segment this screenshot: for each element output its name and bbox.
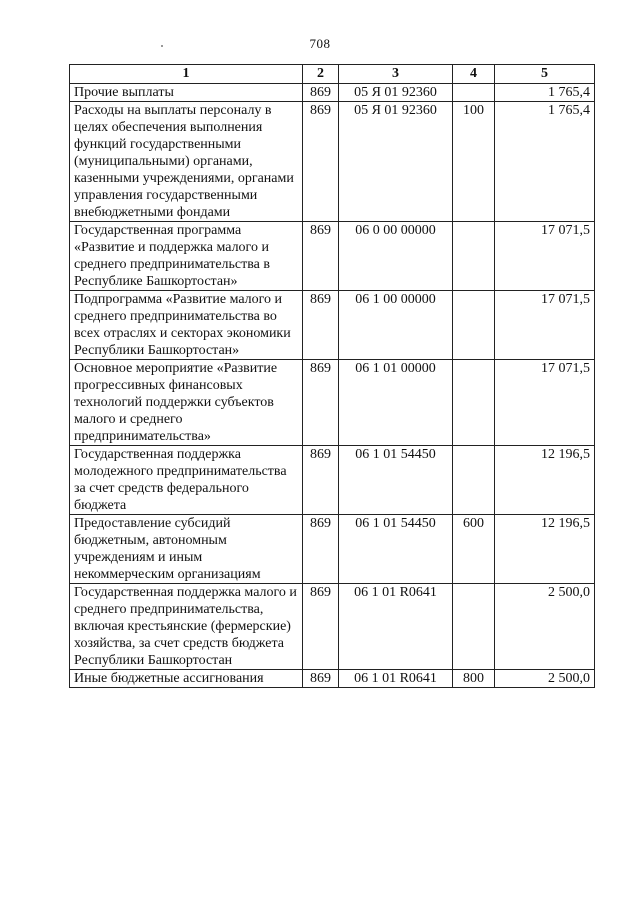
row-code: 869 bbox=[303, 446, 339, 515]
row-code: 869 bbox=[303, 222, 339, 291]
row-name: Государственная поддержка молодежного предпринимательства за счет средств федерального бюджета bbox=[70, 446, 303, 515]
row-amount: 2 500,0 bbox=[495, 584, 595, 670]
row-name: Расходы на выплаты персоналу в целях обеспечения выполнения функций государственными (муниципальными) органами, казенными учреждениями, органами управления государственными внебюджетными фондами bbox=[70, 102, 303, 222]
row-target: 06 1 01 54450 bbox=[339, 446, 453, 515]
row-code: 869 bbox=[303, 360, 339, 446]
row-code: 869 bbox=[303, 102, 339, 222]
row-target: 06 1 01 00000 bbox=[339, 360, 453, 446]
row-name: Государственная поддержка малого и среднего предпринимательства, включая крестьянские (фермерские) хозяйства, за счет средств бюджета Республики Башкортостан bbox=[70, 584, 303, 670]
row-target: 06 1 00 00000 bbox=[339, 291, 453, 360]
page-number: 708 bbox=[309, 36, 331, 51]
row-code: 869 bbox=[303, 584, 339, 670]
row-type bbox=[453, 222, 495, 291]
row-name: Предоставление субсидий бюджетным, автономным учреждениям и иным некоммерческим организациям bbox=[70, 515, 303, 584]
table-row bbox=[70, 670, 595, 688]
row-type bbox=[453, 291, 495, 360]
header-col-2: 2 bbox=[303, 65, 339, 84]
row-name: Прочие выплаты bbox=[70, 84, 303, 102]
row-name: Иные бюджетные ассигнования bbox=[70, 670, 303, 688]
header-col-1: 1 bbox=[70, 65, 303, 84]
row-amount: 12 196,5 bbox=[495, 446, 595, 515]
row-target: 06 1 01 54450 bbox=[339, 515, 453, 584]
table-row bbox=[70, 584, 595, 670]
table-row bbox=[70, 102, 595, 222]
row-name: Основное мероприятие «Развитие прогрессивных финансовых технологий поддержки субъектов малого и среднего предпринимательства» bbox=[70, 360, 303, 446]
row-type: 600 bbox=[453, 515, 495, 584]
row-target: 06 0 00 00000 bbox=[339, 222, 453, 291]
row-amount: 17 071,5 bbox=[495, 291, 595, 360]
row-amount: 12 196,5 bbox=[495, 515, 595, 584]
row-type bbox=[453, 446, 495, 515]
row-code: 869 bbox=[303, 670, 339, 688]
table-row bbox=[70, 360, 595, 446]
row-type: 800 bbox=[453, 670, 495, 688]
table-header-row bbox=[70, 65, 595, 84]
row-code: 869 bbox=[303, 515, 339, 584]
header-col-4: 4 bbox=[453, 65, 495, 84]
scan-artifact bbox=[161, 45, 163, 47]
row-name: Государственная программа «Развитие и поддержка малого и среднего предпринимательства в Республике Башкортостан» bbox=[70, 222, 303, 291]
row-type bbox=[453, 84, 495, 102]
row-amount: 1 765,4 bbox=[495, 102, 595, 222]
row-target: 05 Я 01 92360 bbox=[339, 102, 453, 222]
row-name: Подпрограмма «Развитие малого и среднего предпринимательства во всех отраслях и секторах экономики Республики Башкортостан» bbox=[70, 291, 303, 360]
row-code: 869 bbox=[303, 84, 339, 102]
row-type: 100 bbox=[453, 102, 495, 222]
row-target: 05 Я 01 92360 bbox=[339, 84, 453, 102]
budget-table bbox=[69, 64, 595, 688]
row-target: 06 1 01 R0641 bbox=[339, 670, 453, 688]
row-code: 869 bbox=[303, 291, 339, 360]
table-row bbox=[70, 446, 595, 515]
row-amount: 17 071,5 bbox=[495, 222, 595, 291]
table-row bbox=[70, 515, 595, 584]
row-type bbox=[453, 360, 495, 446]
header-col-3: 3 bbox=[339, 65, 453, 84]
row-amount: 1 765,4 bbox=[495, 84, 595, 102]
row-target: 06 1 01 R0641 bbox=[339, 584, 453, 670]
row-amount: 17 071,5 bbox=[495, 360, 595, 446]
table-row bbox=[70, 84, 595, 102]
row-type bbox=[453, 584, 495, 670]
table-row bbox=[70, 291, 595, 360]
header-col-5: 5 bbox=[495, 65, 595, 84]
row-amount: 2 500,0 bbox=[495, 670, 595, 688]
table-row bbox=[70, 222, 595, 291]
